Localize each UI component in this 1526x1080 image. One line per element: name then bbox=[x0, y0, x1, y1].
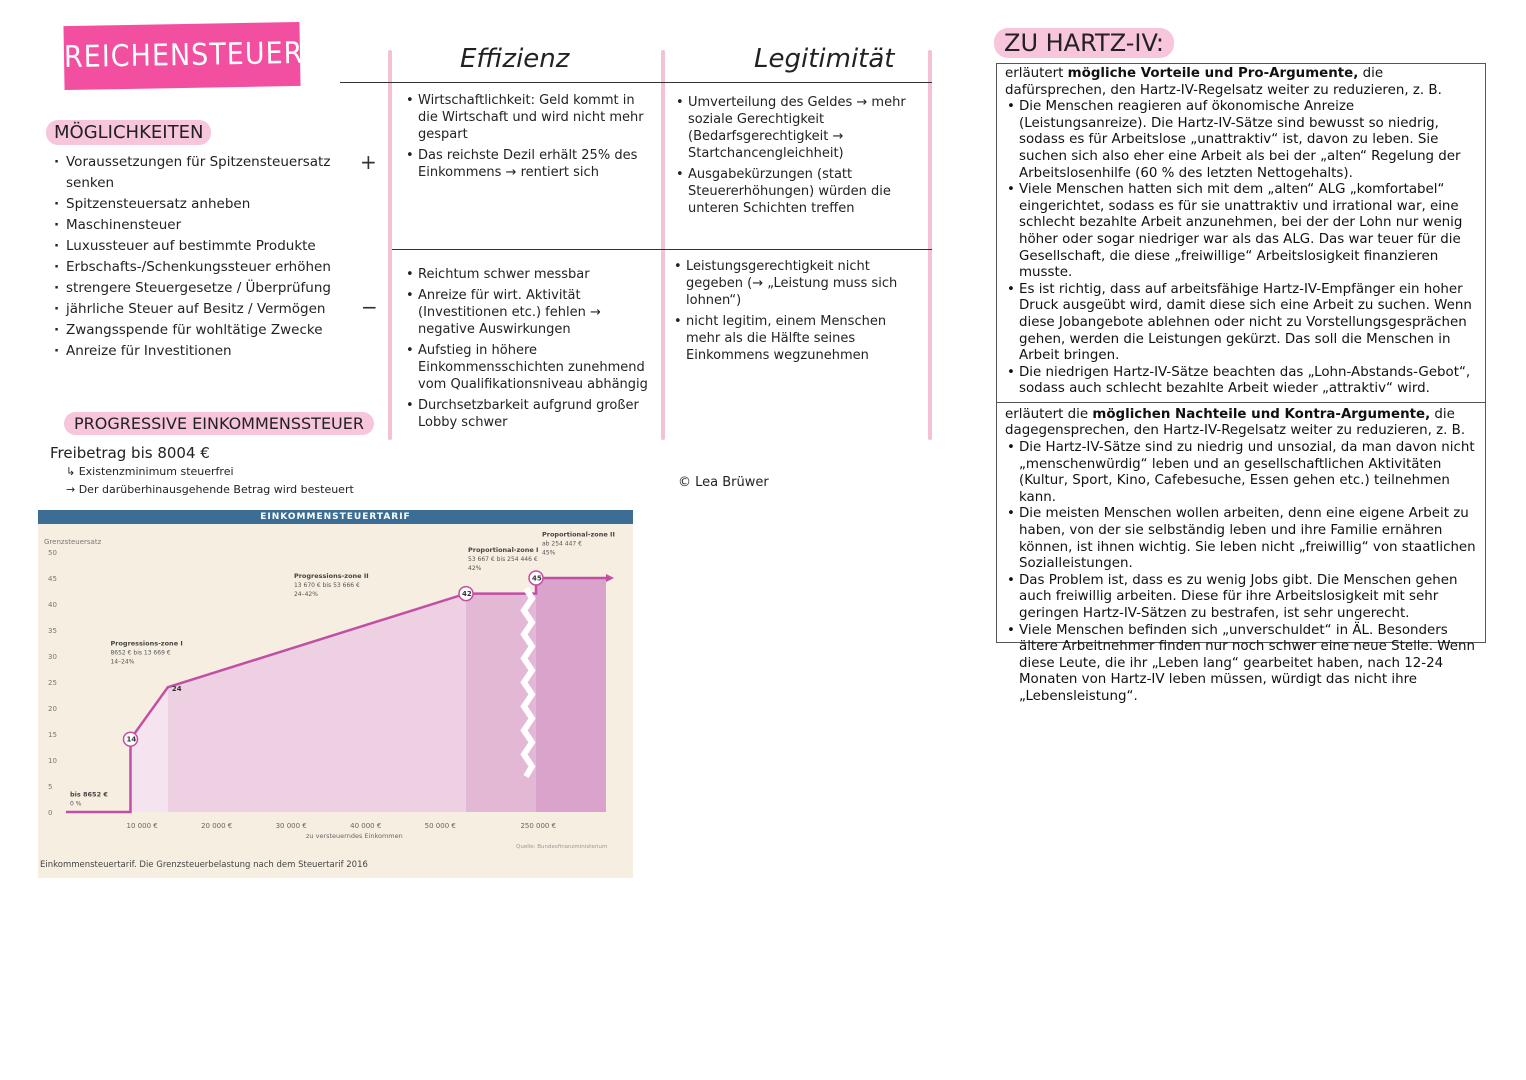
zone-name: Progressions-zone II bbox=[293, 572, 369, 580]
allowance-note-2: → Der darüberhinausgehende Betrag wird besteuert bbox=[66, 483, 354, 496]
x-tick-label: 40 000 € bbox=[350, 822, 382, 830]
chart-plot bbox=[38, 524, 633, 864]
x-tick-label: 10 000 € bbox=[126, 822, 158, 830]
zone-range: 13 670 € bis 53 666 € bbox=[293, 582, 360, 589]
cell-item: • Ausgabekürzungen (statt Steuererhöhungen) würden die unteren Schichten treffen bbox=[676, 166, 926, 217]
zone-rate: 42% bbox=[468, 565, 482, 572]
cell-item: • Reichtum schwer messbar bbox=[406, 266, 658, 283]
chart-title: EINKOMMENSTEUERTARIF bbox=[38, 510, 633, 524]
point-label: 24 bbox=[171, 685, 182, 694]
cell-item: • Aufstieg in höhere Einkommensschichten zunehmend vom Qualifikationsniveau abhängig bbox=[406, 342, 658, 393]
argument-item: • Viele Menschen hatten sich mit dem „alten“ ALG „komfortabel“ eingerichtet, sodass es für sie unattraktiv und irrational war, eine schlecht bezahlte Arbeit anzunehmen, bei der der Lohn nur wenig höher oder sogar niedriger war als das ALG. Das war teuer für die Gesellschaft, die diese „freiwillige“ Arbeitslosigkeit finanzieren musste. bbox=[1005, 182, 1477, 282]
arrow-head bbox=[606, 574, 614, 582]
argument-item: • Die Hartz-IV-Sätze sind zu niedrig und unsozial, da man davon nicht „menschenwürdig“ leben und an gesellschaftlichen Aktivitäten (Kultur, Sport, Kino, Cafebesuche, Essen gehen etc.) teilnehmen kann. bbox=[1005, 440, 1477, 506]
x-tick-label: 20 000 € bbox=[201, 822, 233, 830]
y-tick-label: 15 bbox=[48, 731, 57, 739]
zone-name: Proportional-zone II bbox=[542, 530, 615, 539]
zone-rate: 24–42% bbox=[293, 591, 318, 598]
zone-rate: 45% bbox=[542, 549, 556, 557]
y-tick-label: 25 bbox=[48, 679, 57, 687]
zone-range: 8652 € bis 13 669 € bbox=[110, 649, 171, 657]
argument-item: • Die meisten Menschen wollen arbeiten, denn eine eigene Arbeit zu haben, von der sie selbständig leben und ihre Familie ernähren können, ist ihnen wichtig. Sie leben nicht „freiwillig“ von staatlichen Sozialleistungen. bbox=[1005, 506, 1477, 572]
option-item: · jährliche Steuer auf Besitz / Vermögen bbox=[54, 299, 344, 320]
allowance-note-1: ↳ Existenzminimum steuerfrei bbox=[66, 465, 234, 478]
minus-sign: − bbox=[361, 295, 378, 319]
options-list bbox=[54, 152, 344, 362]
y-tick-label: 0 bbox=[48, 809, 53, 817]
table-row-rule bbox=[392, 249, 932, 250]
col-heading-legitimitaet: Legitimität bbox=[754, 44, 895, 74]
x-axis-label: zu versteuerndes Einkommen bbox=[306, 832, 403, 840]
pro-intro: erläutert mögliche Vorteile und Pro-Argumente, die dafürsprechen, den Hartz-IV-Regelsatz weiter zu reduzieren, z. B. bbox=[1005, 66, 1442, 98]
table-header-rule bbox=[340, 82, 932, 83]
zone-rate: 14–24% bbox=[110, 658, 135, 666]
point-label: 14 bbox=[126, 735, 137, 744]
argument-item: • Die Menschen reagieren auf ökonomische Anreize (Leistungsanreize). Die Hartz-IV-Sätze sind bewusst so niedrig, sodass es für Arbeitslose „unattraktiv“ ist, davon zu leben. Sie suchen sich also eher eine Arbeit als bei der „alten“ Regelung der Arbeitslosenhilfe (60 % des letzten Nettogehalts). bbox=[1005, 99, 1477, 182]
cell-item: • Das reichste Dezil erhält 25% des Einkommens → rentiert sich bbox=[406, 147, 654, 181]
con-intro: erläutert die möglichen Nachteile und Kontra-Argumente, die dagegensprechen, den Hartz-IV-Regelsatz weiter zu reduzieren, z. B. bbox=[1005, 406, 1466, 439]
x-tick-label: 250 000 € bbox=[520, 822, 557, 830]
y-tick-label: 10 bbox=[48, 757, 57, 765]
table-column-line bbox=[388, 50, 392, 440]
table-column-line bbox=[661, 50, 665, 440]
x-tick-label: 30 000 € bbox=[275, 822, 307, 830]
options-heading: MÖGLICHKEITEN bbox=[46, 120, 211, 145]
col-heading-effizienz: Effizienz bbox=[460, 44, 570, 74]
zone-fill bbox=[536, 578, 606, 812]
hartz-textbox bbox=[996, 63, 1486, 704]
zone-rate: 0 % bbox=[70, 800, 82, 808]
minus-legitimitaet-cell bbox=[674, 258, 924, 368]
progressive-heading: PROGRESSIVE EINKOMMENSSTEUER bbox=[64, 412, 374, 435]
option-item: · Voraussetzungen für Spitzensteuersatz senken bbox=[54, 152, 344, 194]
minus-effizienz-cell bbox=[406, 266, 658, 435]
allowance-text: Freibetrag bis 8004 € bbox=[50, 444, 210, 462]
y-tick-label: 30 bbox=[48, 653, 57, 661]
option-item: · Maschinensteuer bbox=[54, 215, 344, 236]
y-tick-label: 50 bbox=[48, 549, 57, 557]
y-axis-label: Grenzsteuersatz bbox=[44, 538, 102, 546]
zone-name: Proportional-zone I bbox=[468, 546, 539, 554]
author-credit: © Lea Brüwer bbox=[678, 475, 769, 490]
option-item: · Luxussteuer auf bestimmte Produkte bbox=[54, 236, 344, 257]
zone-range: 53 667 € bis 254 446 € bbox=[468, 556, 538, 563]
con-section bbox=[997, 405, 1485, 708]
point-label: 42 bbox=[462, 590, 472, 599]
cell-item: • Durchsetzbarkeit aufgrund großer Lobby schwer bbox=[406, 397, 658, 431]
zone-fill bbox=[168, 594, 466, 812]
tax-chart bbox=[38, 510, 633, 878]
plus-legitimitaet-cell bbox=[676, 94, 926, 221]
hartz-title: ZU HARTZ-IV: bbox=[994, 28, 1174, 58]
zone-range: ab 254 447 € bbox=[542, 540, 582, 548]
cell-item: • Umverteilung des Geldes → mehr soziale Gerechtigkeit (Bedarfsgerechtigkeit → Startchancengleichheit) bbox=[676, 94, 926, 162]
y-tick-label: 45 bbox=[48, 575, 57, 583]
y-tick-label: 40 bbox=[48, 601, 57, 609]
option-item: · Anreize für Investitionen bbox=[54, 341, 344, 362]
pro-section bbox=[997, 64, 1485, 400]
argument-item: • Es ist richtig, dass auf arbeitsfähige Hartz-IV-Empfänger ein hoher Druck ausgeübt wird, damit diese sich eine Arbeit zu suchen. Wenn diese Jobangebote ablehnen oder nicht zu Vorstellungsgesprächen gehen, werden die Leistungen gekürzt. Das soll die Menschen in Arbeit bringen. bbox=[1005, 282, 1477, 365]
y-tick-label: 5 bbox=[48, 783, 53, 791]
table-column-line bbox=[928, 50, 932, 440]
zone-fill bbox=[130, 687, 167, 812]
cell-item: • nicht legitim, einem Menschen mehr als die Hälfte seines Einkommens wegzunehmen bbox=[674, 313, 924, 364]
cell-item: • Leistungsgerechtigkeit nicht gegeben (→ „Leistung muss sich lohnen“) bbox=[674, 258, 924, 309]
reichensteuer-title: REICHENSTEUER bbox=[63, 22, 300, 90]
zone-name: bis 8652 € bbox=[70, 790, 108, 799]
argument-item: • Das Problem ist, dass es zu wenig Jobs gibt. Die Menschen gehen auch freiwillig arbeiten. Diese für ihre Arbeitslosigkeit mit sehr geringen Hartz-IV-Sätzen zu bestrafen, ist sehr ungerecht. bbox=[1005, 573, 1477, 623]
chart-source: Quelle: Bundesfinanzministerium bbox=[516, 844, 608, 850]
argument-item: • Viele Menschen befinden sich „unverschuldet“ in ÄL. Besonders ältere Arbeitnehmer finden nur noch schwer eine neue Stelle. Wenn diese Leute, die ihr „Leben lang“ gearbeitet haben, nach 12-24 Monaten von Hartz-IV leben müssen, würdigt das nicht ihre „Lebensleistung“. bbox=[1005, 623, 1477, 706]
point-label: 45 bbox=[532, 574, 542, 583]
argument-item: • Die niedrigen Hartz-IV-Sätze beachten das „Lohn-Abstands-Gebot“, sodass auch schlecht bezahlte Arbeit wieder „attraktiv“ wird. bbox=[1005, 365, 1477, 398]
option-item: · Spitzensteuersatz anheben bbox=[54, 194, 344, 215]
y-tick-label: 35 bbox=[48, 627, 57, 635]
option-item: · strengere Steuergesetze / Überprüfung bbox=[54, 278, 344, 299]
option-item: · Erbschafts-/Schenkungssteuer erhöhen bbox=[54, 257, 344, 278]
zone-name: Progressions-zone I bbox=[110, 639, 183, 648]
plus-sign: + bbox=[360, 150, 377, 174]
chart-caption: Einkommensteuertarif. Die Grenzsteuerbelastung nach dem Steuertarif 2016 bbox=[40, 860, 368, 870]
y-tick-label: 20 bbox=[48, 705, 57, 713]
cell-item: • Anreize für wirt. Aktivität (Investitionen etc.) fehlen → negative Auswirkungen bbox=[406, 287, 658, 338]
option-item: · Zwangsspende für wohltätige Zwecke bbox=[54, 320, 344, 341]
section-divider bbox=[997, 402, 1485, 403]
cell-item: • Wirtschaftlichkeit: Geld kommt in die Wirtschaft und wird nicht mehr gespart bbox=[406, 92, 654, 143]
x-tick-label: 50 000 € bbox=[424, 822, 456, 830]
plus-effizienz-cell bbox=[406, 92, 654, 185]
